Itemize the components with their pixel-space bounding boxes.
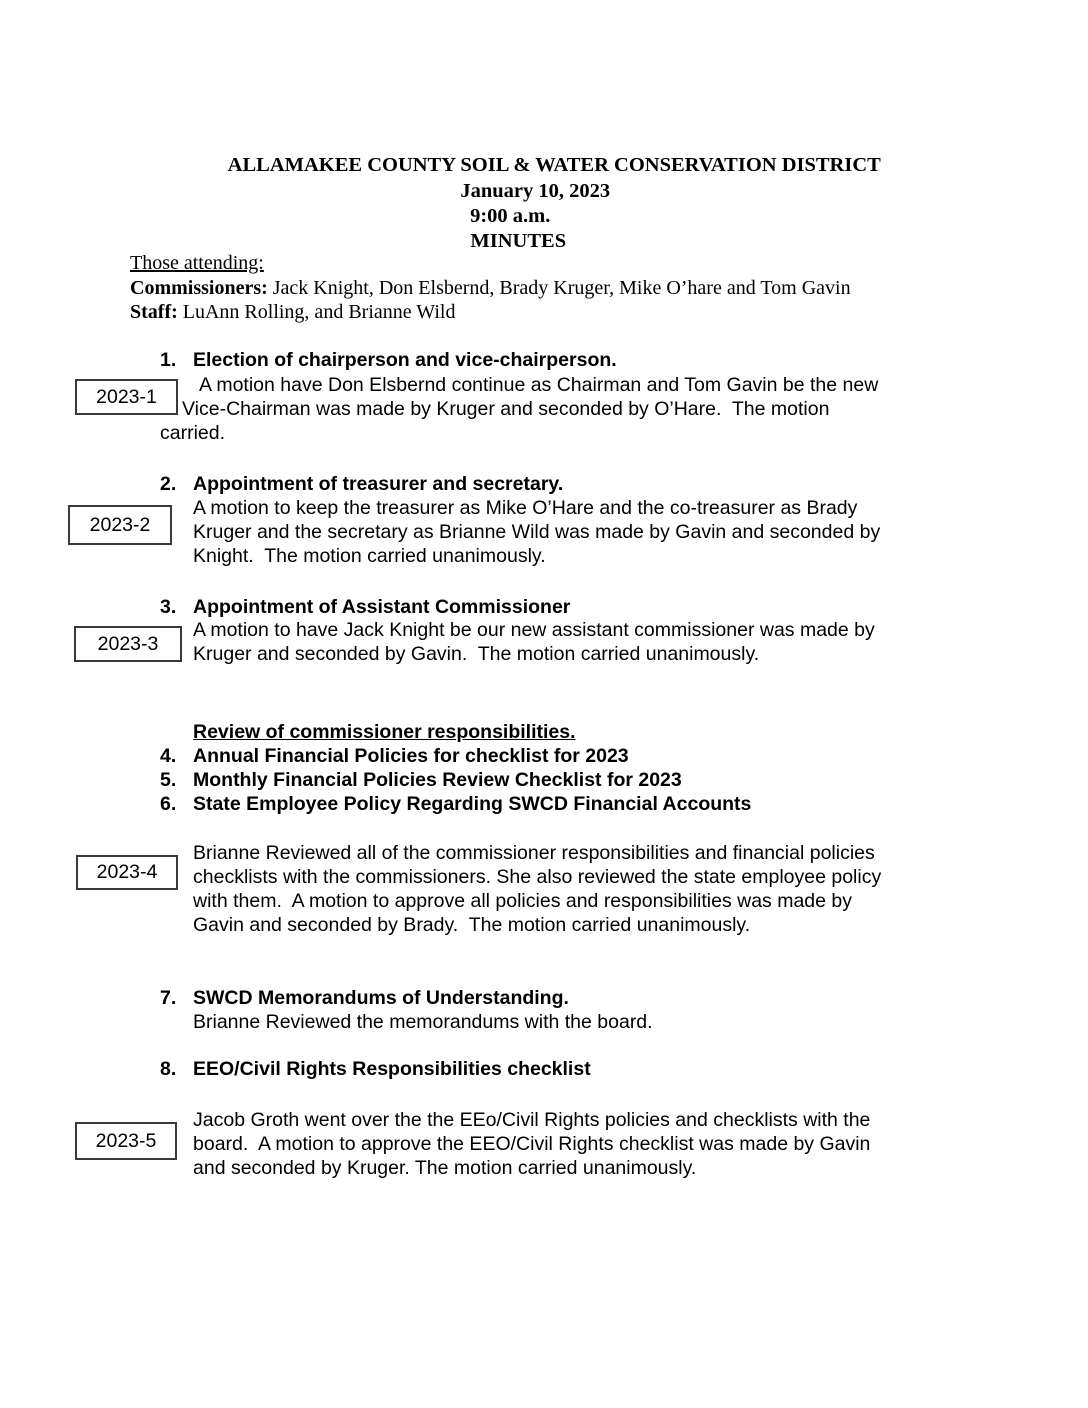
meeting-time-text: 9:00 a.m. bbox=[470, 205, 551, 227]
commissioners-label: Commissioners: bbox=[130, 277, 268, 299]
review-responsibilities-heading: Review of commissioner responsibilities. bbox=[193, 721, 576, 743]
eeo-paragraph-line: board. A motion to approve the EEO/Civil Rights checklist was made by Gavin bbox=[193, 1133, 871, 1155]
review-item-5-number: 5. bbox=[160, 769, 177, 791]
review-item-5 bbox=[160, 768, 682, 792]
section-3-heading-row bbox=[160, 595, 570, 619]
policies-paragraph-line: with them. A motion to approve all policies and responsibilities was made by bbox=[193, 890, 853, 912]
section-8-number: 8. bbox=[160, 1058, 177, 1080]
review-item-6-number: 6. bbox=[160, 793, 177, 815]
staff-line bbox=[130, 300, 455, 324]
section-2-paragraph-line: A motion to keep the treasurer as Mike O’Hare and the co-treasurer as Brady bbox=[193, 497, 858, 519]
section-1-paragraph-line: A motion have Don Elsbernd continue as Chairman and Tom Gavin be the new bbox=[199, 374, 879, 396]
document-title-text: ALLAMAKEE COUNTY SOIL & WATER CONSERVATION DISTRICT bbox=[227, 154, 881, 176]
section-7-heading: SWCD Memorandums of Understanding. bbox=[193, 987, 569, 1009]
policies-paragraph-line: Gavin and seconded by Brady. The motion carried unanimously. bbox=[193, 914, 751, 936]
review-item-6 bbox=[160, 792, 751, 816]
motion-tag-box-2023-2 bbox=[68, 505, 172, 545]
policies-paragraph-line: Brianne Reviewed all of the commissioner responsibilities and financial policies bbox=[193, 842, 875, 864]
section-1-heading-row bbox=[160, 348, 617, 372]
staff-names: LuAnn Rolling, and Brianne Wild bbox=[182, 301, 456, 323]
section-8-heading: EEO/Civil Rights Responsibilities checklist bbox=[193, 1058, 591, 1080]
section-1-paragraph-line: Vice-Chairman was made by Kruger and seconded by O’Hare. The motion bbox=[182, 398, 830, 420]
commissioners-names: Jack Knight, Don Elsbernd, Brady Kruger, Mike O’hare and Tom Gavin bbox=[272, 277, 851, 299]
motion-tag-label: 2023-5 bbox=[95, 1129, 157, 1152]
document-type-text: MINUTES bbox=[470, 230, 567, 252]
motion-tag-label: 2023-2 bbox=[89, 513, 151, 536]
motion-tag-box-2023-4 bbox=[76, 855, 178, 890]
motion-tag-box-2023-3 bbox=[74, 626, 182, 662]
section-2-paragraph-line: Knight. The motion carried unanimously. bbox=[193, 545, 546, 567]
motion-tag-label: 2023-4 bbox=[96, 861, 158, 883]
section-3-number: 3. bbox=[160, 596, 177, 618]
section-7-heading-row bbox=[160, 986, 569, 1010]
motion-tag-box-2023-5 bbox=[75, 1122, 177, 1160]
meeting-date-text: January 10, 2023 bbox=[460, 180, 611, 202]
section-2-paragraph-line: Kruger and the secretary as Brianne Wild was made by Gavin and seconded by bbox=[193, 521, 881, 543]
motion-tag-box-2023-1 bbox=[75, 379, 178, 415]
eeo-paragraph-line: and seconded by Kruger. The motion carried unanimously. bbox=[193, 1157, 697, 1179]
section-2-number: 2. bbox=[160, 473, 177, 495]
review-item-6-text: State Employee Policy Regarding SWCD Financial Accounts bbox=[193, 793, 752, 815]
section-3-heading: Appointment of Assistant Commissioner bbox=[193, 596, 571, 618]
section-8-heading-row bbox=[160, 1057, 591, 1081]
attendees-heading: Those attending: bbox=[130, 252, 264, 274]
section-7-body: Brianne Reviewed the memorandums with the board. bbox=[193, 1011, 653, 1033]
section-1-number: 1. bbox=[160, 349, 177, 371]
eeo-paragraph-line: Jacob Groth went over the the EEo/Civil Rights policies and checklists with the bbox=[193, 1109, 871, 1131]
section-3-paragraph-line: Kruger and seconded by Gavin. The motion carried unanimously. bbox=[193, 643, 760, 665]
section-7-number: 7. bbox=[160, 987, 177, 1009]
staff-label: Staff: bbox=[130, 301, 178, 323]
section-2-heading: Appointment of treasurer and secretary. bbox=[193, 473, 564, 495]
commissioners-line bbox=[130, 276, 851, 300]
section-1-paragraph-line: carried. bbox=[160, 422, 226, 444]
section-1-heading: Election of chairperson and vice-chairperson. bbox=[193, 349, 617, 371]
policies-paragraph-line: checklists with the commissioners. She also reviewed the state employee policy bbox=[193, 866, 882, 888]
section-3-paragraph-line: A motion to have Jack Knight be our new assistant commissioner was made by bbox=[193, 619, 875, 641]
motion-tag-label: 2023-3 bbox=[97, 632, 159, 655]
review-item-5-text: Monthly Financial Policies Review Checklist for 2023 bbox=[193, 769, 682, 791]
review-item-4-text: Annual Financial Policies for checklist for 2023 bbox=[193, 745, 629, 767]
section-2-heading-row bbox=[160, 472, 563, 496]
motion-tag-label: 2023-1 bbox=[96, 385, 157, 408]
review-item-4 bbox=[160, 744, 629, 768]
review-item-4-number: 4. bbox=[160, 745, 177, 767]
